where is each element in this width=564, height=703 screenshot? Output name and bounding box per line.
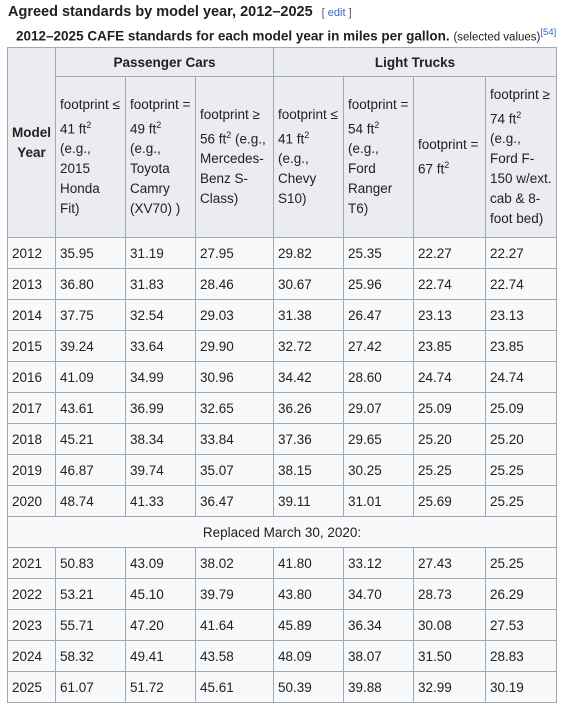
footprint-header: footprint ≥ 56 $ft^2$ (e.g., Mercedes-Benz S-Class) — [196, 77, 274, 238]
footprint-header: footprint ≤ 41 $ft^2$ (e.g., Chevy S10) — [274, 77, 344, 238]
mpg-cell: 45.10 — [126, 579, 196, 610]
mpg-cell: 41.33 — [126, 486, 196, 517]
mpg-cell: 31.83 — [126, 269, 196, 300]
caption-note: (selected values) — [453, 31, 541, 44]
mpg-cell: 38.15 — [274, 455, 344, 486]
table-row — [8, 455, 557, 486]
mpg-cell: 32.99 — [414, 672, 486, 703]
year-cell: 2023 — [8, 610, 56, 641]
year-cell: 2017 — [8, 393, 56, 424]
mpg-cell: 25.25 — [486, 486, 557, 517]
table-row — [8, 579, 557, 610]
mpg-cell: 36.47 — [196, 486, 274, 517]
mpg-cell: 25.09 — [414, 393, 486, 424]
mpg-cell: 51.72 — [126, 672, 196, 703]
mpg-cell: 47.20 — [126, 610, 196, 641]
mpg-cell: 25.09 — [486, 393, 557, 424]
mpg-cell: 45.61 — [196, 672, 274, 703]
mpg-cell: 22.27 — [414, 238, 486, 269]
mpg-cell: 27.95 — [196, 238, 274, 269]
year-cell: 2018 — [8, 424, 56, 455]
mpg-cell: 37.36 — [274, 424, 344, 455]
mpg-cell: 31.01 — [344, 486, 414, 517]
mpg-cell: 25.69 — [414, 486, 486, 517]
footprint-header: footprint = 49 $ft^2$ (e.g., Toyota Camry (XV70) ) — [126, 77, 196, 238]
year-cell: 2016 — [8, 362, 56, 393]
mpg-cell: 43.09 — [126, 548, 196, 579]
mpg-cell: 39.11 — [274, 486, 344, 517]
mpg-cell: 29.90 — [196, 331, 274, 362]
mpg-cell: 23.85 — [486, 331, 557, 362]
mpg-cell: 28.46 — [196, 269, 274, 300]
mpg-cell: 48.74 — [56, 486, 126, 517]
table-row — [8, 641, 557, 672]
year-cell: 2015 — [8, 331, 56, 362]
mpg-cell: 33.84 — [196, 424, 274, 455]
mpg-cell: 50.83 — [56, 548, 126, 579]
mpg-cell: 55.71 — [56, 610, 126, 641]
mpg-cell: 46.87 — [56, 455, 126, 486]
mpg-cell: 25.25 — [486, 548, 557, 579]
light-trucks-header: Light Trucks — [274, 48, 557, 77]
table-row — [8, 362, 557, 393]
mpg-cell: 28.60 — [344, 362, 414, 393]
mpg-cell: 43.61 — [56, 393, 126, 424]
mpg-cell: 36.34 — [344, 610, 414, 641]
year-cell: 2014 — [8, 300, 56, 331]
mpg-cell: 45.89 — [274, 610, 344, 641]
mpg-cell: 38.02 — [196, 548, 274, 579]
mpg-cell: 29.65 — [344, 424, 414, 455]
table-row — [8, 424, 557, 455]
mpg-cell: 32.65 — [196, 393, 274, 424]
replaced-row — [8, 517, 557, 548]
model-year-header: Model Year — [8, 48, 56, 238]
mpg-cell: 36.99 — [126, 393, 196, 424]
mpg-cell: 24.74 — [414, 362, 486, 393]
mpg-cell: 35.95 — [56, 238, 126, 269]
table-caption — [16, 27, 556, 44]
mpg-cell: 39.88 — [344, 672, 414, 703]
table-row — [8, 238, 557, 269]
edit-link[interactable]: edit — [327, 7, 346, 19]
footprint-header: footprint ≤ 41 $ft^2$ (e.g., 2015 Honda Fit) — [56, 77, 126, 238]
mpg-cell: 50.39 — [274, 672, 344, 703]
mpg-cell: 36.80 — [56, 269, 126, 300]
mpg-cell: 39.24 — [56, 331, 126, 362]
mpg-cell: 34.70 — [344, 579, 414, 610]
section-title: Agreed standards by model year, 2012–2025 — [8, 4, 313, 20]
mpg-cell: 30.96 — [196, 362, 274, 393]
reference-link[interactable]: [54] — [540, 27, 557, 38]
year-cell: 2020 — [8, 486, 56, 517]
passenger-cars-header: Passenger Cars — [56, 48, 274, 77]
mpg-cell: 37.75 — [56, 300, 126, 331]
mpg-cell: 43.58 — [196, 641, 274, 672]
mpg-cell: 27.53 — [486, 610, 557, 641]
mpg-cell: 32.54 — [126, 300, 196, 331]
mpg-cell: 29.03 — [196, 300, 274, 331]
edit-link-wrapper: [ edit ] — [321, 7, 352, 19]
year-cell: 2013 — [8, 269, 56, 300]
mpg-cell: 25.20 — [486, 424, 557, 455]
mpg-cell: 26.47 — [344, 300, 414, 331]
mpg-cell: 41.09 — [56, 362, 126, 393]
mpg-cell: 31.38 — [274, 300, 344, 331]
mpg-cell: 38.34 — [126, 424, 196, 455]
mpg-cell: 45.21 — [56, 424, 126, 455]
mpg-cell: 23.13 — [414, 300, 486, 331]
table-row — [8, 610, 557, 641]
mpg-cell: 28.73 — [414, 579, 486, 610]
mpg-cell: 31.19 — [126, 238, 196, 269]
table-row — [8, 300, 557, 331]
mpg-cell: 61.07 — [56, 672, 126, 703]
mpg-cell: 27.43 — [414, 548, 486, 579]
mpg-cell: 33.64 — [126, 331, 196, 362]
mpg-cell: 58.32 — [56, 641, 126, 672]
year-cell: 2019 — [8, 455, 56, 486]
mpg-cell: 30.19 — [486, 672, 557, 703]
mpg-cell: 22.74 — [414, 269, 486, 300]
mpg-cell: 49.41 — [126, 641, 196, 672]
mpg-cell: 41.64 — [196, 610, 274, 641]
replaced-note: Replaced March 30, 2020: — [8, 517, 557, 548]
mpg-cell: 29.82 — [274, 238, 344, 269]
caption-title: 2012–2025 CAFE standards for each model year in miles per gallon. — [16, 28, 450, 44]
mpg-cell: 34.42 — [274, 362, 344, 393]
mpg-cell: 43.80 — [274, 579, 344, 610]
mpg-cell: 39.74 — [126, 455, 196, 486]
mpg-cell: 24.74 — [486, 362, 557, 393]
mpg-cell: 33.12 — [344, 548, 414, 579]
table-row — [8, 672, 557, 703]
table-row — [8, 548, 557, 579]
table-row — [8, 393, 557, 424]
mpg-cell: 30.08 — [414, 610, 486, 641]
table-row — [8, 269, 557, 300]
section-heading — [8, 4, 352, 20]
cafe-standards-table — [7, 47, 557, 703]
year-cell: 2025 — [8, 672, 56, 703]
mpg-cell: 30.25 — [344, 455, 414, 486]
mpg-cell: 22.74 — [486, 269, 557, 300]
mpg-cell: 48.09 — [274, 641, 344, 672]
mpg-cell: 25.25 — [414, 455, 486, 486]
mpg-cell: 23.13 — [486, 300, 557, 331]
mpg-cell: 29.07 — [344, 393, 414, 424]
year-cell: 2021 — [8, 548, 56, 579]
mpg-cell: 39.79 — [196, 579, 274, 610]
mpg-cell: 27.42 — [344, 331, 414, 362]
footprint-header: footprint ≥ 74 $ft^2$ (e.g., Ford F-150 w/ext. cab & 8-foot bed) — [486, 77, 557, 238]
mpg-cell: 26.29 — [486, 579, 557, 610]
footprint-header: footprint = 67 $ft^2$ — [414, 77, 486, 238]
table-row — [8, 486, 557, 517]
mpg-cell: 34.99 — [126, 362, 196, 393]
mpg-cell: 36.26 — [274, 393, 344, 424]
mpg-cell: 32.72 — [274, 331, 344, 362]
year-cell: 2012 — [8, 238, 56, 269]
mpg-cell: 53.21 — [56, 579, 126, 610]
mpg-cell: 28.83 — [486, 641, 557, 672]
mpg-cell: 38.07 — [344, 641, 414, 672]
mpg-cell: 23.85 — [414, 331, 486, 362]
mpg-cell: 25.25 — [486, 455, 557, 486]
mpg-cell: 25.96 — [344, 269, 414, 300]
mpg-cell: 22.27 — [486, 238, 557, 269]
year-cell: 2022 — [8, 579, 56, 610]
mpg-cell: 35.07 — [196, 455, 274, 486]
mpg-cell: 41.80 — [274, 548, 344, 579]
mpg-cell: 25.20 — [414, 424, 486, 455]
mpg-cell: 31.50 — [414, 641, 486, 672]
mpg-cell: 25.35 — [344, 238, 414, 269]
table-row — [8, 331, 557, 362]
year-cell: 2024 — [8, 641, 56, 672]
mpg-cell: 30.67 — [274, 269, 344, 300]
footprint-header: footprint = 54 $ft^2$ (e.g., Ford Ranger T6) — [344, 77, 414, 238]
